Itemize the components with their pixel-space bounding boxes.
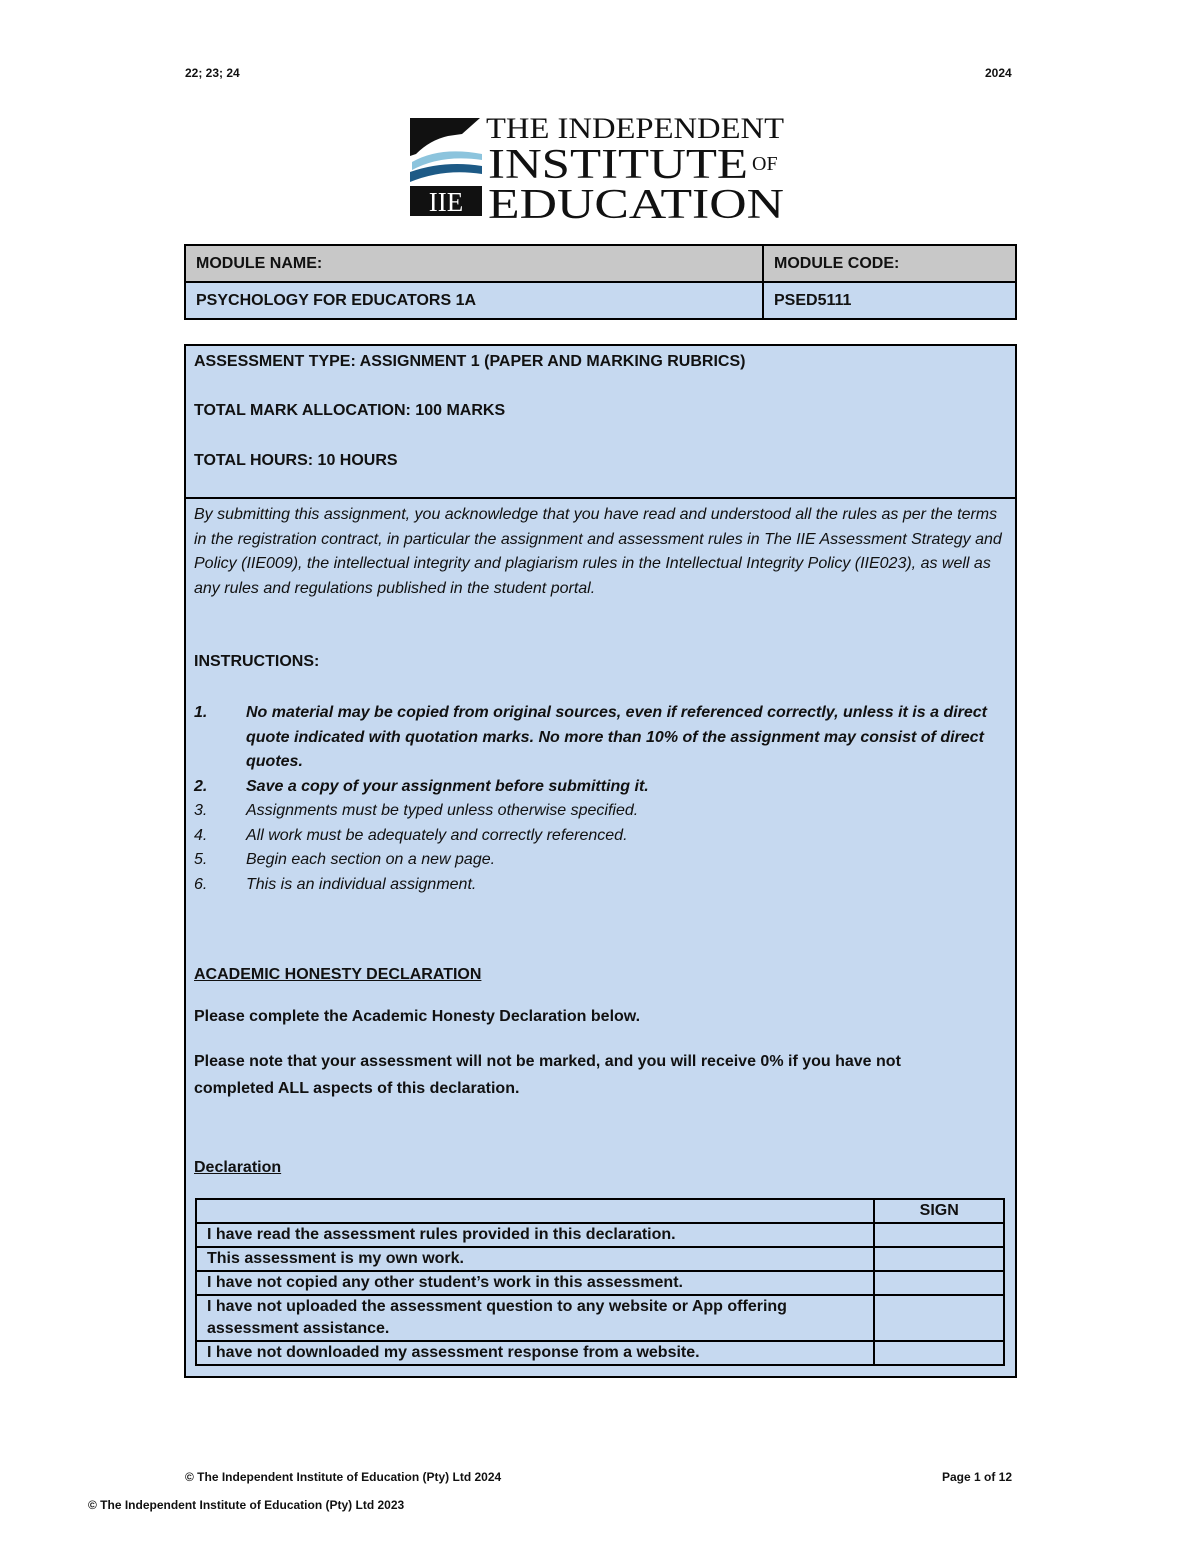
header-left-text: 22; 23; 24 (185, 66, 240, 80)
sign-cell[interactable] (874, 1223, 1004, 1247)
list-text: This is an individual assignment. (246, 875, 477, 893)
acknowledgement-text: By submitting this assignment, you acknowledge that you have read and understood all the rules as per the terms in the registration contract, in particular the assignment and assessment rules in The IIE Assessment Strategy and Policy (IIE009), the intellectual integrity and plagiarism rules in the Intellectual Integrity Policy (IIE023), as well as any rules and regulations published in the student portal. (194, 506, 1002, 597)
list-number: 2. (194, 777, 208, 795)
instructions-title: INSTRUCTIONS: (194, 653, 320, 670)
total-hours: TOTAL HOURS: 10 HOURS (194, 452, 398, 469)
page-number: Page 1 of 12 (942, 1470, 1013, 1484)
list-text: Assignments must be typed unless otherwise specified. (246, 802, 639, 819)
table-row (196, 1271, 1004, 1295)
list-text: All work must be adequately and correctly referenced. (246, 826, 628, 844)
declaration-statement: I have read the assessment rules provided in this declaration. (196, 1223, 874, 1247)
assessment-type: ASSESSMENT TYPE: ASSIGNMENT 1 (PAPER AND MARKING RUBRICS) (194, 353, 746, 370)
honesty-complete-text: Please complete the Academic Honesty Declaration below. (194, 1008, 641, 1025)
sign-header: SIGN (874, 1199, 1004, 1223)
module-info-table (184, 244, 1017, 320)
declaration-table (195, 1198, 1005, 1366)
instructions-list (194, 701, 1009, 897)
sign-cell[interactable] (874, 1295, 1004, 1341)
table-row (196, 1247, 1004, 1271)
list-number: 5. (194, 851, 208, 868)
table-row (196, 1295, 1004, 1341)
logo-line3: EDUCATION (488, 182, 784, 222)
table-row (196, 1341, 1004, 1365)
list-text: Begin each section on a new page. (246, 851, 496, 868)
logo-badge: IIE (428, 187, 464, 217)
assessment-box (184, 344, 1017, 1378)
section-divider (186, 497, 1015, 499)
module-code-label: MODULE CODE: (763, 245, 1016, 282)
sign-cell[interactable] (874, 1341, 1004, 1365)
list-number: 4. (194, 826, 208, 844)
list-number: 6. (194, 875, 208, 893)
declaration-statement: This assessment is my own work. (196, 1247, 874, 1271)
declaration-statement: I have not copied any other student’s work in this assessment. (196, 1271, 874, 1295)
wave-dark (410, 164, 482, 182)
list-item (194, 799, 1009, 824)
logo-line1: THE INDEPENDENT (486, 114, 784, 145)
list-number: 1. (194, 704, 208, 721)
list-item (194, 701, 1009, 775)
list-number: 3. (194, 802, 208, 819)
header-year: 2024 (985, 66, 1012, 80)
logo-line2: INSTITUTE (488, 142, 748, 188)
list-item (194, 775, 1009, 800)
module-name-value: PSYCHOLOGY FOR EDUCATORS 1A (185, 282, 763, 319)
total-mark: TOTAL MARK ALLOCATION: 100 MARKS (194, 402, 506, 419)
iie-logo-graphic (410, 114, 790, 222)
declaration-title: Declaration (194, 1159, 282, 1176)
honesty-note-text: Please note that your assessment will not be marked, and you will receive 0% if you have not completed ALL aspects of this declaration. (194, 1053, 901, 1097)
honesty-title: ACADEMIC HONESTY DECLARATION (194, 966, 482, 983)
sign-cell[interactable] (874, 1271, 1004, 1295)
list-item (194, 848, 1009, 873)
footer-copyright: © The Independent Institute of Education (Pty) Ltd 2024 (185, 1470, 502, 1484)
list-text: Save a copy of your assignment before submitting it. (246, 777, 649, 795)
iie-logo (410, 114, 790, 222)
module-code-value: PSED5111 (763, 282, 1016, 319)
footer-copyright-2023: © The Independent Institute of Education (Pty) Ltd 2023 (88, 1498, 405, 1512)
declaration-header-blank (196, 1199, 874, 1223)
module-name-label: MODULE NAME: (185, 245, 763, 282)
list-item (194, 873, 1009, 898)
sign-cell[interactable] (874, 1247, 1004, 1271)
declaration-statement: I have not downloaded my assessment response from a website. (196, 1341, 874, 1365)
flag-shape (410, 118, 480, 156)
declaration-statement: I have not uploaded the assessment question to any website or App offering assessment assistance. (196, 1295, 874, 1341)
logo-of: OF (752, 153, 778, 175)
list-item (194, 824, 1009, 849)
table-row (196, 1223, 1004, 1247)
list-text: No material may be copied from original sources, even if referenced correctly, unless it is a direct quote indicated with quotation marks. No more than 10% of the assignment may consist of direct quotes. (246, 704, 988, 770)
